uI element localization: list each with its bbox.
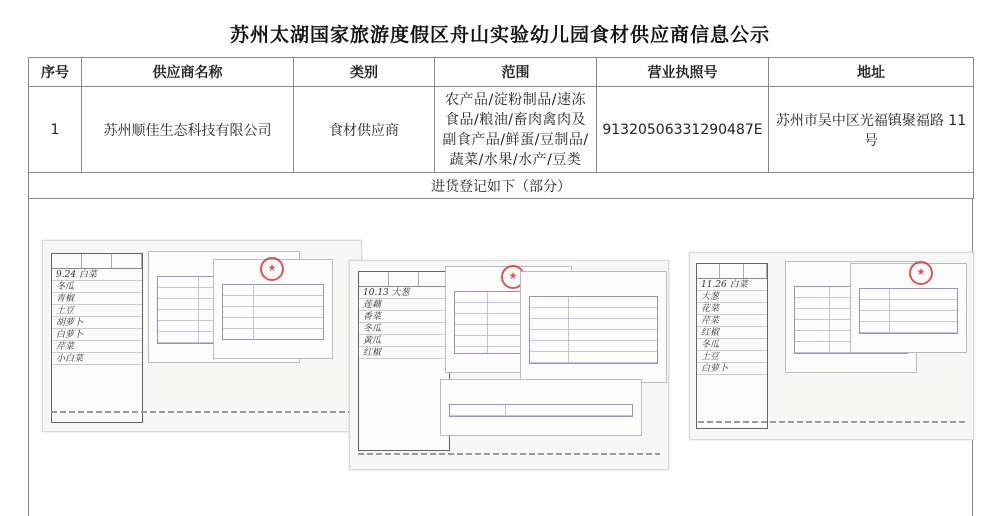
handwritten-entry: 土豆: [701, 352, 720, 362]
scope-line: 食品/粮油/畜肉禽肉及: [445, 111, 586, 128]
meat-quality-certificate: [213, 259, 333, 359]
table-row: [29, 87, 974, 173]
header-license: 营业执照号: [597, 58, 769, 87]
purchase-record-heading: 进货登记如下（部分）: [29, 173, 974, 199]
cell-category: 食材供应商: [294, 87, 435, 173]
handwritten-entry: 芹菜: [56, 342, 75, 352]
header-category: 类别: [294, 58, 435, 87]
handwritten-entry: 黄瓜: [363, 336, 382, 346]
header-index: 序号: [29, 58, 82, 87]
handwritten-entry: 白萝卜: [701, 364, 729, 374]
header-scope: 范围: [435, 58, 597, 87]
cell-supplier: 苏州顺佳生态科技有限公司: [82, 87, 294, 173]
purchase-log-sheet: [358, 271, 450, 451]
handwritten-entry: 香菜: [363, 312, 382, 322]
handwritten-entry: 莲藕: [363, 300, 382, 310]
handwritten-entry: 小白菜: [56, 354, 84, 364]
red-stamp-icon: ★: [501, 265, 525, 289]
meat-quality-certificate: [440, 379, 642, 436]
handwritten-entry: 胡萝卜: [56, 318, 84, 328]
red-stamp-icon: ★: [260, 257, 284, 281]
handwritten-entry: 大葱: [701, 292, 720, 302]
handwritten-entry: 10.13 大葱: [363, 288, 410, 298]
cell-address: 苏州市吴中区光福镇聚福路 11 号: [769, 87, 974, 173]
handwritten-entry: 土豆: [56, 306, 75, 316]
cell-license: 91320506331290487E: [597, 87, 769, 173]
purchase-log-sheet: [51, 253, 143, 423]
handwritten-entry: 青椒: [56, 294, 75, 304]
cell-index: 1: [29, 87, 82, 173]
header-supplier: 供应商名称: [82, 58, 294, 87]
handwritten-entry: 红椒: [701, 328, 720, 338]
purchase-log-sheet: [696, 263, 768, 429]
header-address: 地址: [769, 58, 974, 87]
handwritten-entry: 芹菜: [701, 316, 720, 326]
handwritten-entry: 冬瓜: [363, 324, 382, 334]
scope-line: 农产品/淀粉制品/速冻: [445, 91, 586, 108]
scope-line: 蔬菜/水果/水产/豆类: [449, 151, 582, 168]
handwritten-entry: 冬瓜: [701, 340, 720, 350]
handwritten-entry: 红椒: [363, 348, 382, 358]
table-header-row: [29, 58, 974, 87]
animal-quarantine-certificate: [520, 271, 667, 383]
purchase-record-images: [28, 198, 973, 516]
purchase-record-scan-2: [349, 260, 669, 470]
page-title: 苏州太湖国家旅游度假区舟山实验幼儿园食材供应商信息公示: [229, 24, 770, 46]
red-stamp-icon: ★: [909, 261, 933, 285]
purchase-record-scan-3: [689, 252, 974, 440]
handwritten-entry: 11.26 白菜: [701, 280, 748, 290]
subheader-row: [29, 173, 974, 199]
meat-quality-certificate: [850, 263, 967, 353]
handwritten-entry: 花菜: [701, 304, 720, 314]
handwritten-entry: 白萝卜: [56, 330, 84, 340]
purchase-record-scan-1: [42, 240, 362, 432]
cell-scope: [435, 87, 597, 173]
handwritten-entry: 冬瓜: [56, 282, 75, 292]
scope-line: 副食产品/鲜蛋/豆制品/: [442, 131, 589, 148]
supplier-table: [28, 57, 974, 199]
handwritten-entry: 9.24 白菜: [56, 270, 97, 280]
